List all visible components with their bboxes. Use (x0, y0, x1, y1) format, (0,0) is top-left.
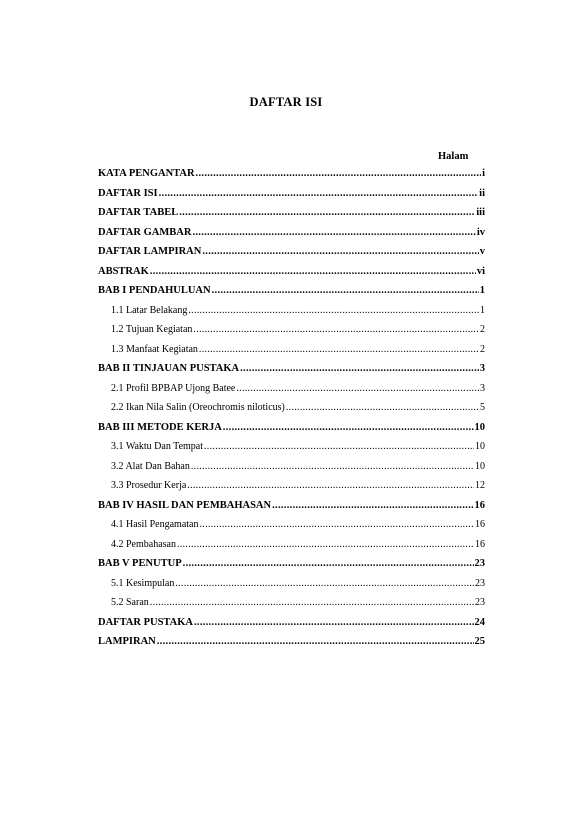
toc-entry-page-number: 16 (474, 499, 485, 511)
toc-section-entry[interactable] (98, 402, 485, 422)
toc-entry-label: BAB IV HASIL DAN PEMBAHASAN (98, 499, 272, 511)
toc-entry-page-number: 23 (475, 597, 485, 608)
page-title: DAFTAR ISI (249, 95, 323, 109)
toc-chapter-entry[interactable] (98, 168, 485, 188)
toc-entry-label: DAFTAR TABEL (98, 207, 179, 218)
toc-section-entry[interactable] (98, 461, 485, 481)
dot-leader (187, 480, 474, 491)
dot-leader (194, 617, 474, 628)
toc-entry-page-number: 1 (480, 304, 485, 316)
dot-leader (204, 441, 474, 452)
toc-entry-label: 4.2 Pembahasan (111, 538, 176, 550)
toc-chapter-entry[interactable] (98, 227, 485, 247)
toc-entry-page-number: 10 (474, 421, 485, 433)
toc-entry-label: 2.2 Ikan Nila Salin (Oreochromis niloticus) (111, 402, 285, 413)
toc-chapter-entry[interactable] (98, 636, 485, 656)
toc-entry-page-number: i (482, 168, 485, 179)
toc-entry-label: DAFTAR ISI (98, 187, 158, 199)
dot-leader (177, 539, 474, 550)
dot-leader (212, 285, 479, 296)
toc-entry-label: DAFTAR LAMPIRAN (98, 246, 202, 257)
dot-leader (188, 305, 479, 316)
dot-leader (157, 636, 474, 647)
dot-leader (223, 422, 474, 433)
dot-leader (199, 519, 474, 530)
toc-entry-page-number: 2 (480, 324, 485, 335)
toc-entry-label: 2.1 Profil BPBAP Ujong Batee (111, 382, 236, 394)
toc-section-entry[interactable] (98, 597, 485, 617)
toc-entry-page-number: 10 (475, 441, 485, 452)
toc-section-entry[interactable] (98, 344, 485, 364)
dot-leader (175, 578, 474, 589)
toc-section-entry[interactable] (98, 480, 485, 500)
dot-leader (179, 207, 475, 218)
dot-leader (272, 500, 473, 511)
toc-chapter-entry[interactable] (98, 422, 485, 442)
dot-leader (236, 383, 479, 394)
toc-chapter-entry[interactable] (98, 285, 485, 305)
toc-entry-page-number: 16 (475, 538, 485, 550)
toc-entry-label: 1.3 Manfaat Kegiatan (111, 343, 198, 355)
toc-entry-page-number: vi (476, 265, 485, 277)
toc-entry-page-number: 3 (480, 382, 485, 394)
page-column-header: Halam (438, 151, 469, 162)
toc-entry-label: 3.3 Prosedur Kerja (111, 480, 187, 491)
toc-chapter-entry[interactable] (98, 363, 485, 383)
toc-entry-page-number: ii (479, 187, 485, 199)
toc-entry-page-number: 25 (474, 636, 485, 647)
toc-chapter-entry[interactable] (98, 246, 485, 266)
dot-leader (202, 246, 478, 257)
toc-entry-label: 3.2 Alat Dan Bahan (111, 460, 190, 472)
toc-entry-page-number: 23 (475, 577, 485, 589)
toc-section-entry[interactable] (98, 539, 485, 559)
toc-entry-page-number: iv (476, 226, 485, 238)
toc-entry-page-number: 16 (475, 519, 485, 530)
dot-leader (240, 363, 479, 374)
dot-leader (191, 461, 474, 472)
toc-entry-page-number: 5 (480, 402, 485, 413)
toc-section-entry[interactable] (98, 578, 485, 598)
toc-entry-label: DAFTAR GAMBAR (98, 226, 192, 238)
toc-entry-label: KATA PENGANTAR (98, 168, 195, 179)
toc-entry-label: BAB III METODE KERJA (98, 421, 222, 433)
toc-entry-page-number: 3 (479, 363, 485, 374)
dot-leader (193, 324, 479, 335)
toc-entry-page-number: 1 (479, 285, 485, 296)
toc-entry-label: 5.2 Saran (111, 597, 149, 608)
toc-entry-page-number: v (479, 246, 485, 257)
toc-section-entry[interactable] (98, 383, 485, 403)
toc-entry-label: BAB II TINJAUAN PUSTAKA (98, 363, 240, 374)
toc-section-entry[interactable] (98, 441, 485, 461)
toc-chapter-entry[interactable] (98, 266, 485, 286)
toc-entry-label: 5.1 Kesimpulan (111, 577, 175, 589)
toc-entry-page-number: 12 (475, 480, 485, 491)
toc-entry-page-number: 10 (475, 460, 485, 472)
toc-entry-label: BAB V PENUTUP (98, 558, 182, 569)
toc-entry-label: DAFTAR PUSTAKA (98, 616, 193, 628)
dot-leader (192, 227, 475, 238)
table-of-contents (98, 168, 485, 656)
toc-entry-label: LAMPIRAN (98, 636, 156, 647)
toc-entry-label: 3.1 Waktu Dan Tempat (111, 441, 203, 452)
toc-entry-page-number: 24 (474, 616, 485, 628)
toc-entry-label: ABSTRAK (98, 265, 149, 277)
toc-entry-page-number: 23 (474, 558, 485, 569)
dot-leader (196, 168, 482, 179)
toc-entry-label: 1.1 Latar Belakang (111, 304, 188, 316)
toc-entry-label: BAB I PENDAHULUAN (98, 285, 211, 296)
toc-chapter-entry[interactable] (98, 188, 485, 208)
toc-entry-page-number: iii (476, 207, 485, 218)
toc-entry-label: 1.2 Tujuan Kegiatan (111, 324, 193, 335)
dot-leader (150, 597, 474, 608)
toc-chapter-entry[interactable] (98, 207, 485, 227)
toc-section-entry[interactable] (98, 305, 485, 325)
toc-section-entry[interactable] (98, 519, 485, 539)
dot-leader (199, 344, 479, 355)
dot-leader (150, 266, 476, 277)
dot-leader (286, 402, 479, 413)
dot-leader (159, 188, 479, 199)
toc-entry-label: 4.1 Hasil Pengamatan (111, 519, 199, 530)
dot-leader (183, 558, 474, 569)
toc-section-entry[interactable] (98, 324, 485, 344)
toc-chapter-entry[interactable] (98, 500, 485, 520)
toc-entry-page-number: 2 (480, 343, 485, 355)
toc-chapter-entry[interactable] (98, 558, 485, 578)
toc-chapter-entry[interactable] (98, 617, 485, 637)
